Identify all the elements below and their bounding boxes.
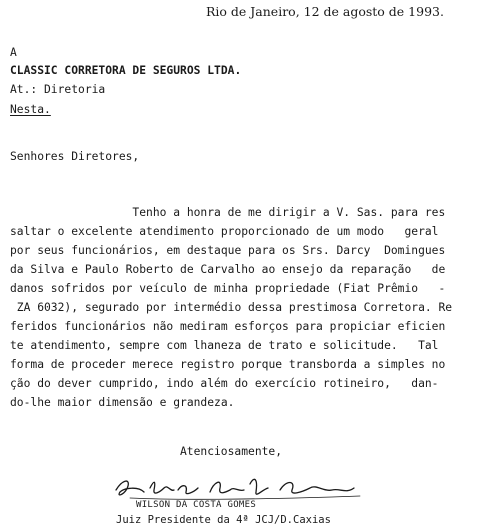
body-line: por seus funcionários, em destaque para os Srs. Darcy Domingues	[10, 244, 446, 257]
body-line: do-lhe maior dimensão e grandeza.	[10, 396, 235, 409]
body-line: ZA 6032), segurado por intermédio dessa prestimosa Corretora. Re	[10, 301, 453, 314]
body-line: te atendimento, sempre com lhaneza de trato e solicitude. Tal	[10, 339, 439, 352]
salutation: Senhores Diretores,	[10, 150, 140, 163]
body-line: forma de proceder merece registro porque transborda a simples no	[10, 358, 446, 371]
signatory-name: WILSON DA COSTA GOMES	[136, 500, 257, 510]
closing: Atenciosamente,	[180, 445, 283, 458]
body-line: feridos funcionários não mediram esforços para propiciar eficien	[10, 320, 446, 333]
recipient-company: CLASSIC CORRETORA DE SEGUROS LTDA.	[10, 64, 242, 77]
recipient-attention: At.: Diretoria	[10, 83, 106, 96]
signatory-title: Juiz Presidente da 4ª JCJ/D.Caxias	[116, 514, 331, 526]
body-line: danos sofridos por veículo de minha propriedade (Fiat Prêmio -	[10, 282, 446, 295]
body-line: Tenho a honra de me dirigir a V. Sas. para res	[10, 206, 446, 219]
body-line: saltar o excelente atendimento proporcionado de um modo geral	[10, 225, 439, 238]
recipient-prefix: A	[10, 46, 17, 59]
recipient-location: Nesta.	[10, 103, 51, 116]
body-line: ção do dever cumprido, indo além do exercício rotineiro, dan-	[10, 377, 439, 390]
body-line: da Silva e Paulo Roberto de Carvalho ao ensejo da reparação de	[10, 263, 446, 276]
letter-date: Rio de Janeiro, 12 de agosto de 1993.	[206, 4, 444, 19]
